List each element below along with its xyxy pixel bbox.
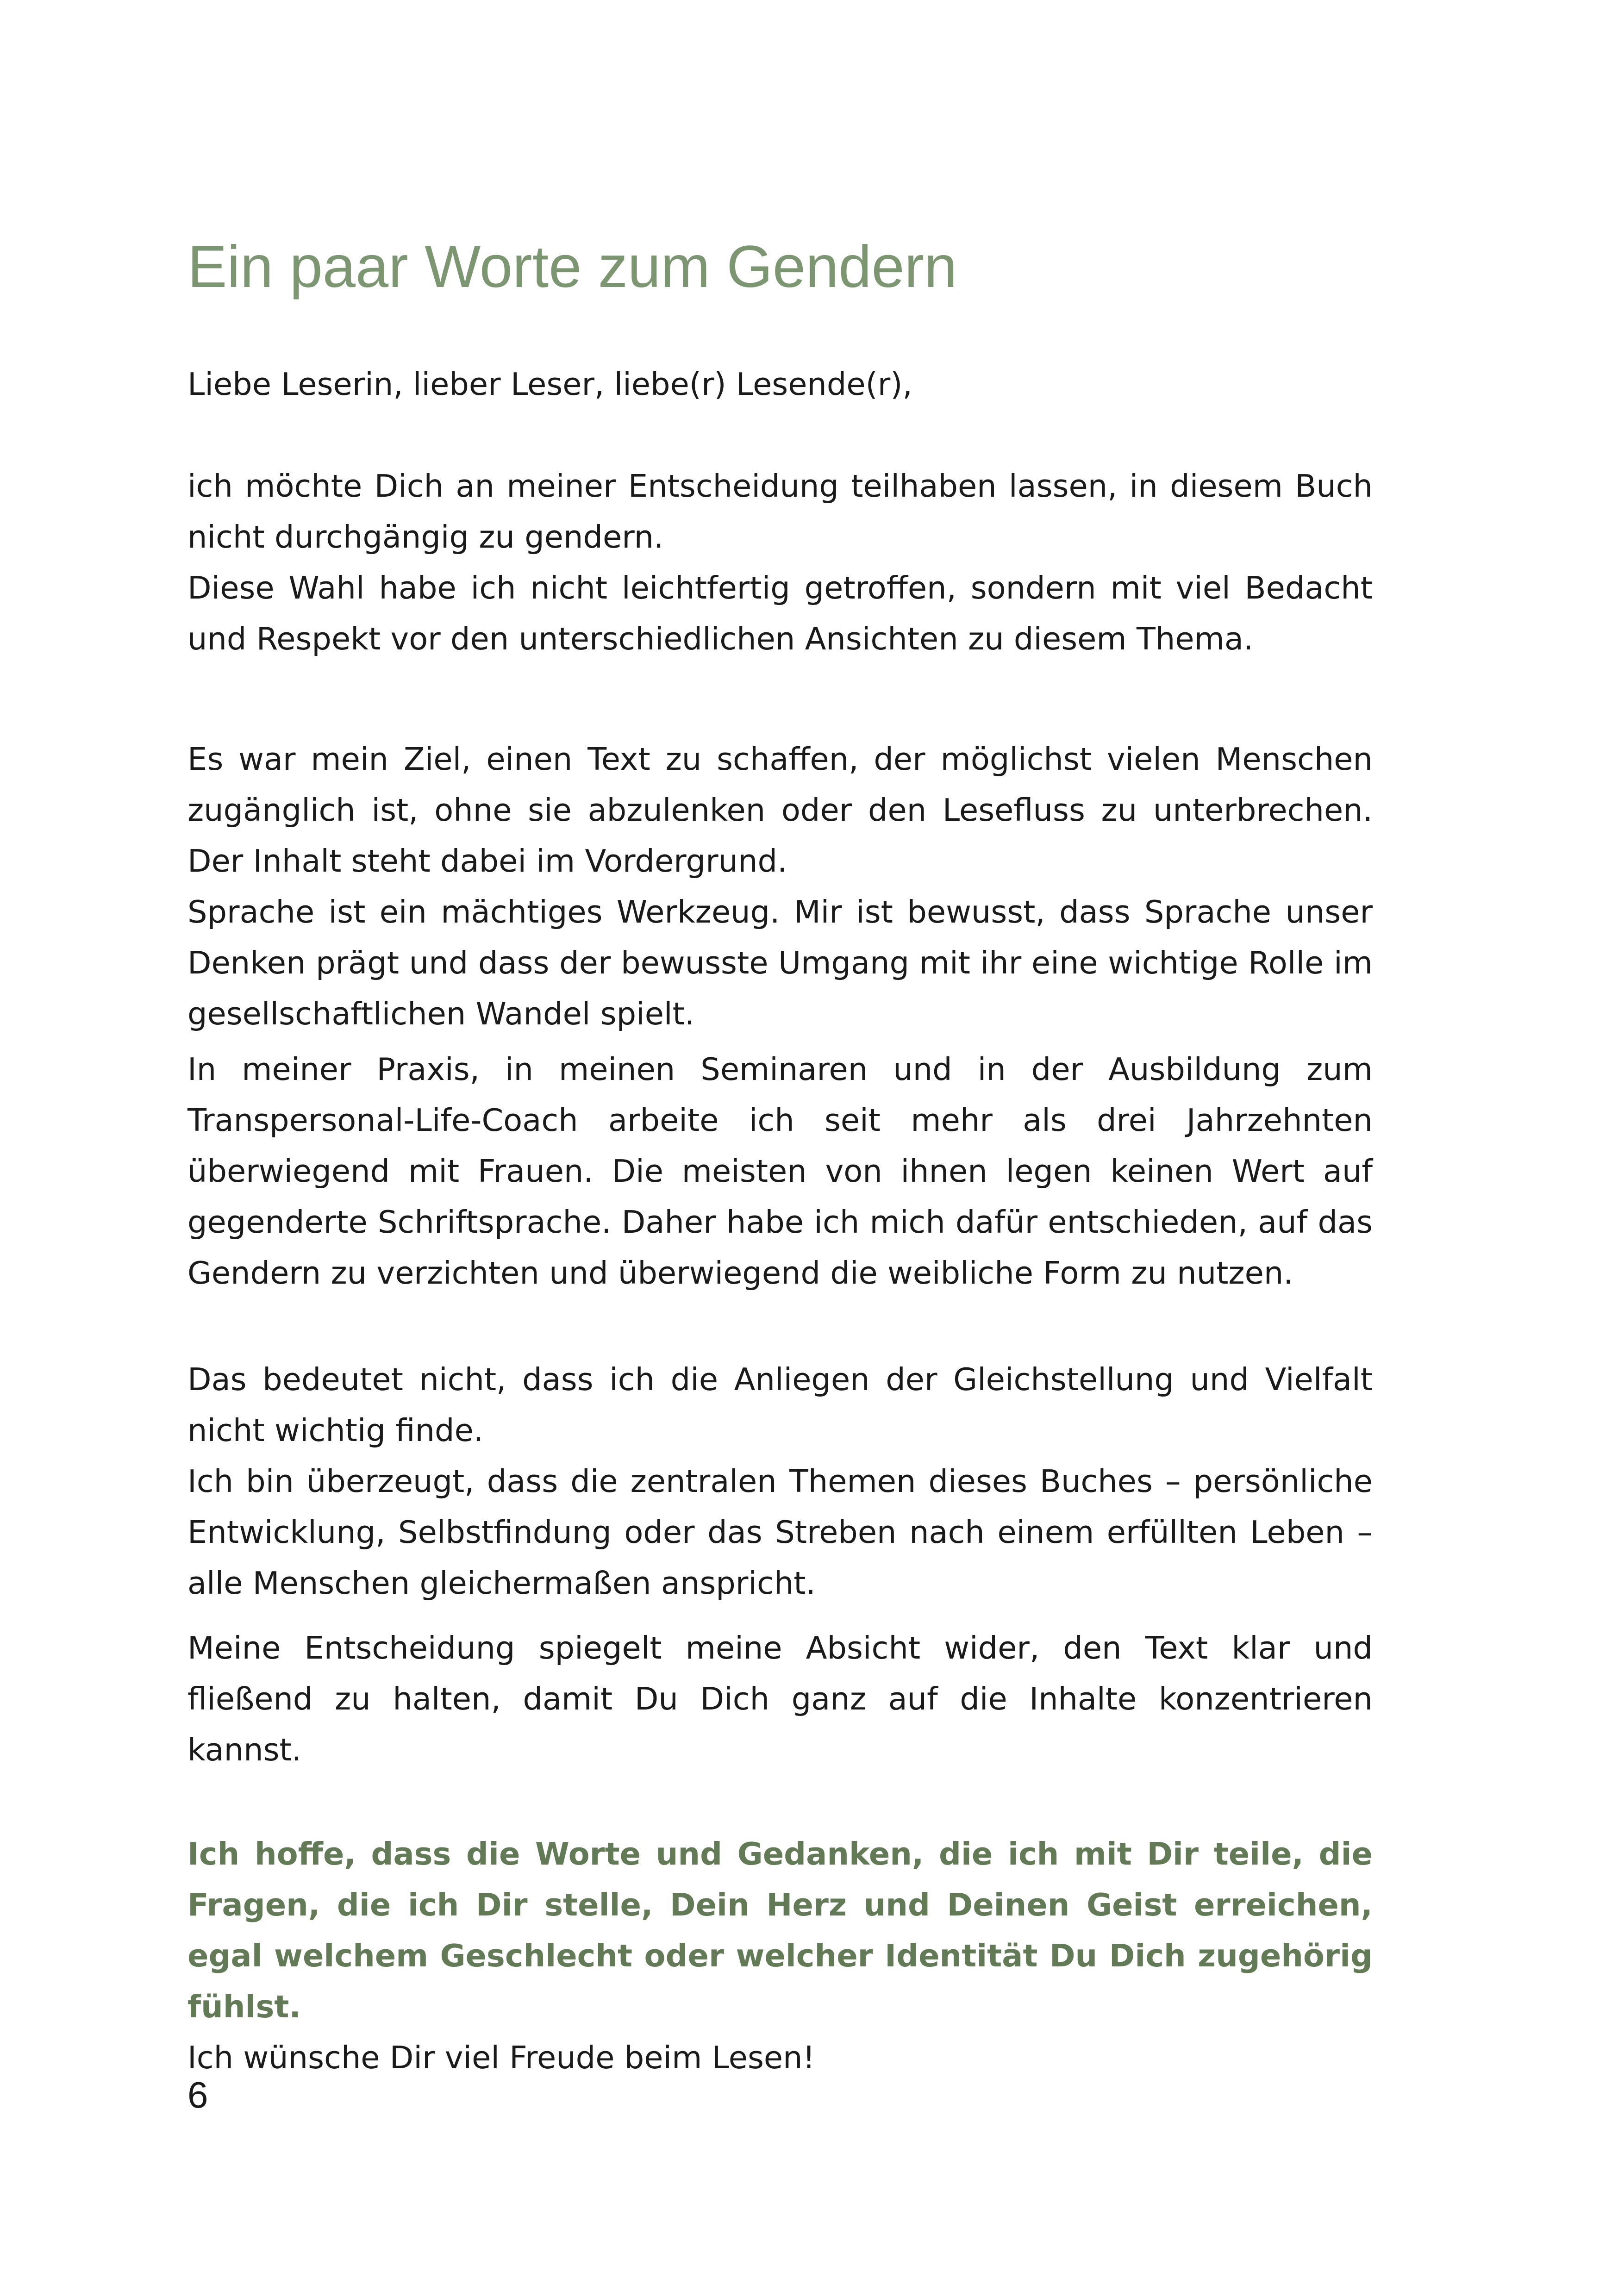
paragraph: Es war mein Ziel, einen Text zu schaffen, der möglichst vielen Menschen zugänglich ist, ohne sie abzulenken oder den Lesefluss zu unterbrechen. Der Inhalt steht dabei im Vordergrund.	[187, 741, 1373, 879]
paragraph: Ich bin überzeugt, dass die zentralen Themen dieses Buches – persönliche Entwicklung, Selbstfindung oder das Streben nach einem erfüllten Leben – alle Menschen gleichermaßen anspricht.	[187, 1463, 1373, 1601]
paragraph: Sprache ist ein mächtiges Werkzeug. Mir ist bewusst, dass Sprache unser Denken prägt und dass der bewusste Umgang mit ihr eine wichtige Rolle im gesellschaftlichen Wandel spielt.	[187, 894, 1373, 1032]
paragraph: Diese Wahl habe ich nicht leichtfertig getroffen, sondern mit viel Bedacht und Respekt vor den unterschiedlichen Ansichten zu diesem Thema.	[187, 570, 1373, 657]
paragraph-block-3	[187, 1044, 1373, 1298]
paragraph: In meiner Praxis, in meinen Seminaren und in der Ausbildung zum Transpersonal-Life-Coach arbeite ich seit mehr als drei Jahrzehnten überwiegend mit Frauen. Die meisten von ihnen legen keinen Wert auf gegenderte Schriftsprache. Daher habe ich mich dafür entschieden, auf das Gendern zu verzichten und überwiegend die weibliche Form zu nutzen.	[187, 1051, 1373, 1291]
closing-emphasis: Ich hoffe, dass die Worte und Gedanken, die ich mit Dir teile, die Fragen, die ich Dir stelle, Dein Herz und Deinen Geist erreichen, egal welchem Geschlecht oder welcher Identität Du Dich zugehörig fühlst.	[187, 1836, 1373, 2025]
closing-block	[187, 1828, 1373, 2083]
closing-wish: Ich wünsche Dir viel Freude beim Lesen!	[187, 2040, 815, 2076]
salutation	[187, 359, 1373, 410]
paragraph-block-4	[187, 1354, 1373, 1609]
paragraph-block-5	[187, 1622, 1373, 1775]
paragraph-block-1	[187, 461, 1373, 664]
paragraph-block-2	[187, 734, 1373, 1039]
paragraph: Meine Entscheidung spiegelt meine Absicht wider, den Text klar und fließend zu halten, damit Du Dich ganz auf die Inhalte konzentrieren kannst.	[187, 1630, 1373, 1768]
page-title: Ein paar Worte zum Gendern	[187, 234, 957, 300]
page-number: 6	[187, 2074, 208, 2115]
paragraph: ich möchte Dich an meiner Entscheidung teilhaben lassen, in diesem Buch nicht durchgängig zu gendern.	[187, 468, 1373, 555]
paragraph: Das bedeutet nicht, dass ich die Anliegen der Gleichstellung und Vielfalt nicht wichtig finde.	[187, 1361, 1373, 1448]
salutation-line: Liebe Leserin, lieber Leser, liebe(r) Lesende(r),	[187, 366, 912, 402]
